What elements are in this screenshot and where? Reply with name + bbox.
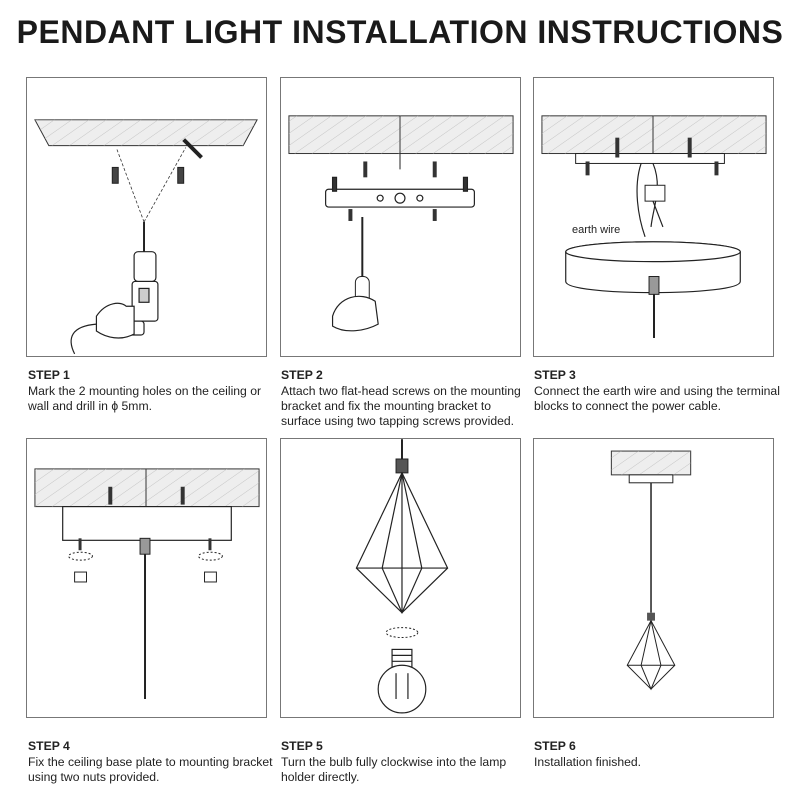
step-label: STEP 2 [281, 368, 323, 382]
bulb-icon [378, 649, 426, 712]
step-label: STEP 6 [534, 739, 576, 753]
step-6-illustration [533, 438, 774, 718]
cable-gland-icon [649, 277, 659, 295]
step-text: Fix the ceiling base plate to mounting bracket using two nuts provided. [28, 755, 273, 784]
terminal-block-icon [645, 185, 665, 201]
step-1-caption [28, 368, 278, 414]
step-text: Connect the earth wire and using the terminal blocks to connect the power cable. [534, 384, 780, 413]
hand-icon [96, 303, 134, 338]
step-1-illustration [26, 77, 267, 357]
step-label: STEP 3 [534, 368, 576, 382]
step-2-illustration [280, 77, 521, 357]
ceiling-base-plate [63, 507, 232, 541]
step-2-caption [281, 368, 531, 429]
mounting-bracket-icon [326, 177, 475, 207]
step-label: STEP 4 [28, 739, 70, 753]
hand-icon [333, 296, 379, 330]
lamp-holder-icon [396, 459, 408, 473]
step-label: STEP 1 [28, 368, 70, 382]
step-text: Turn the bulb fully clockwise into the lamp holder directly. [281, 755, 507, 784]
step-5-illustration [280, 438, 521, 718]
step-4-caption [28, 739, 278, 785]
step-text: Mark the 2 mounting holes on the ceiling or wall and drill in ϕ 5mm. [28, 384, 262, 413]
step-label: STEP 5 [281, 739, 323, 753]
step-4-illustration [26, 438, 267, 718]
step-5-caption [281, 739, 531, 785]
step-6-caption [534, 739, 784, 770]
earth-wire-label: earth wire [572, 224, 621, 236]
step-text: Installation finished. [534, 755, 642, 769]
page-title: PENDANT LIGHT INSTALLATION INSTRUCTIONS [16, 14, 784, 50]
cable-gland-icon [140, 538, 150, 554]
step-text: Attach two flat-head screws on the mounting bracket and fix the mounting bracket to surface using two tapping screws provided. [281, 384, 521, 428]
step-3-caption [534, 368, 784, 414]
diamond-cage-shade [356, 473, 447, 613]
step-3-illustration [533, 77, 774, 357]
diamond-cage-shade [627, 621, 675, 689]
ceiling-base-plate [629, 475, 673, 483]
